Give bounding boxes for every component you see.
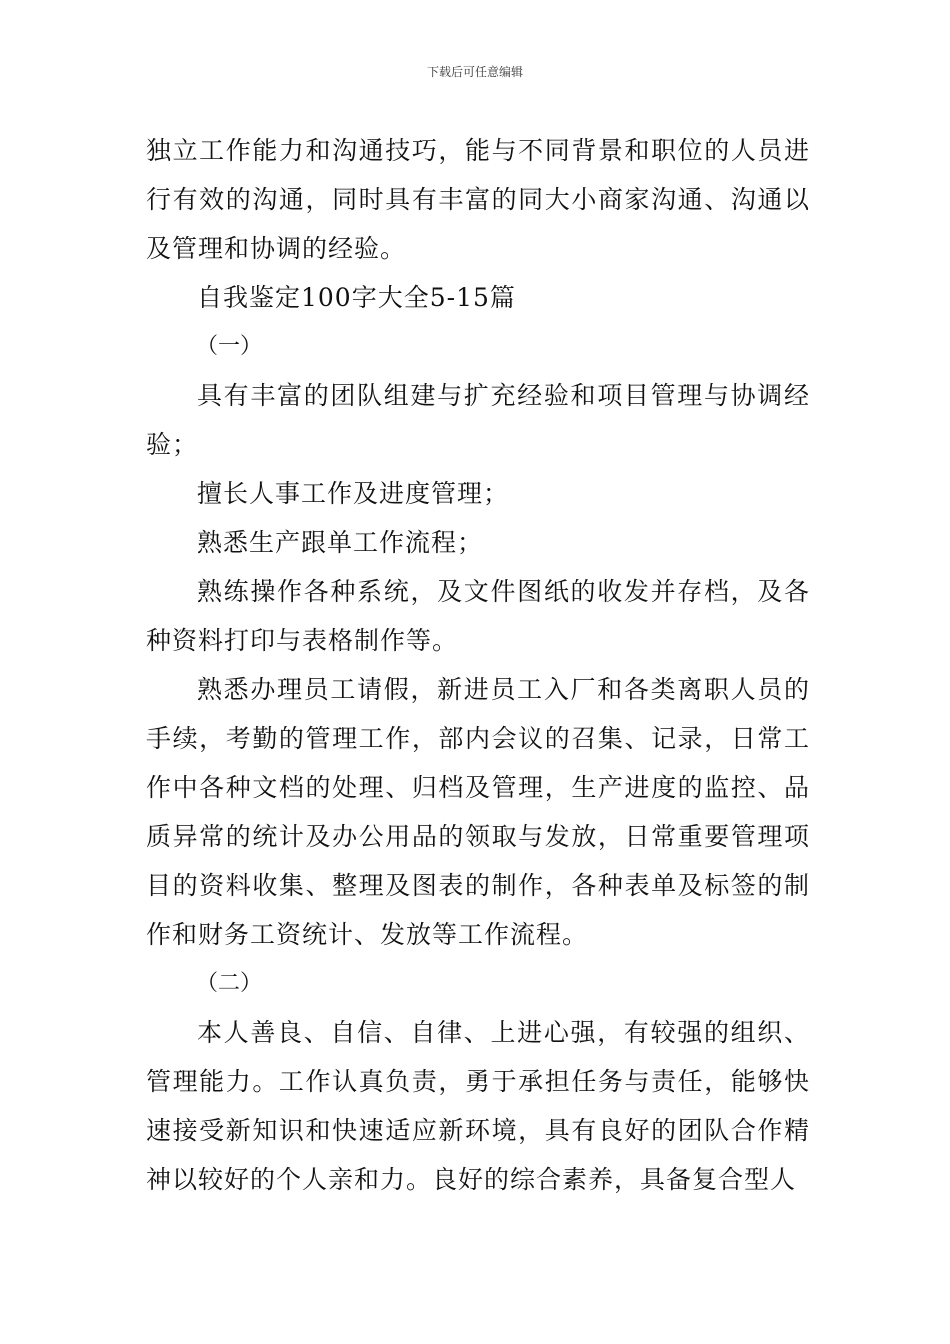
page-header: 下载后可任意编辑 — [426, 65, 523, 79]
paragraph-production-process: 熟悉生产跟单工作流程； — [197, 528, 484, 557]
section-marker-1: （一） — [196, 334, 263, 359]
paragraph-personal-traits: 本人善良、自信、自律、上进心强，有较强的组织、管理能力。工作认真负责，勇于承担任务与责任，能够快速接受新知识和快速适应新环境，具有良好的团队合作精神以较好的个人亲和力。良好的综合素养，具备复合型人 — [146, 1018, 810, 1194]
section-marker-2: （二） — [196, 971, 263, 996]
paragraph-team-experience: 具有丰富的团队组建与扩充经验和项目管理与协调经验； — [146, 381, 810, 459]
paragraph-continuation: 独立工作能力和沟通技巧，能与不同背景和职位的人员进行有效的沟通，同时具有丰富的同大小商家沟通、沟通以及管理和协调的经验。 — [146, 136, 810, 263]
paragraph-system-operation: 熟练操作各种系统，及文件图纸的收发并存档，及各种资料打印与表格制作等。 — [146, 577, 810, 655]
paragraph-hr-skill: 擅长人事工作及进度管理； — [197, 479, 510, 508]
document-body — [146, 126, 810, 1204]
document-title: 自我鉴定100字大全5-15篇 — [197, 283, 516, 312]
paragraph-admin-duties: 熟悉办理员工请假，新进员工入厂和各类离职人员的手续，考勤的管理工作，部内会议的召集、记录，日常工作中各种文档的处理、归档及管理，生产进度的监控、品质异常的统计及办公用品的领取与发放，日常重要管理项目的资料收集、整理及图表的制作，各种表单及标签的制作和财务工资统计、发放等工作流程。 — [146, 675, 810, 949]
